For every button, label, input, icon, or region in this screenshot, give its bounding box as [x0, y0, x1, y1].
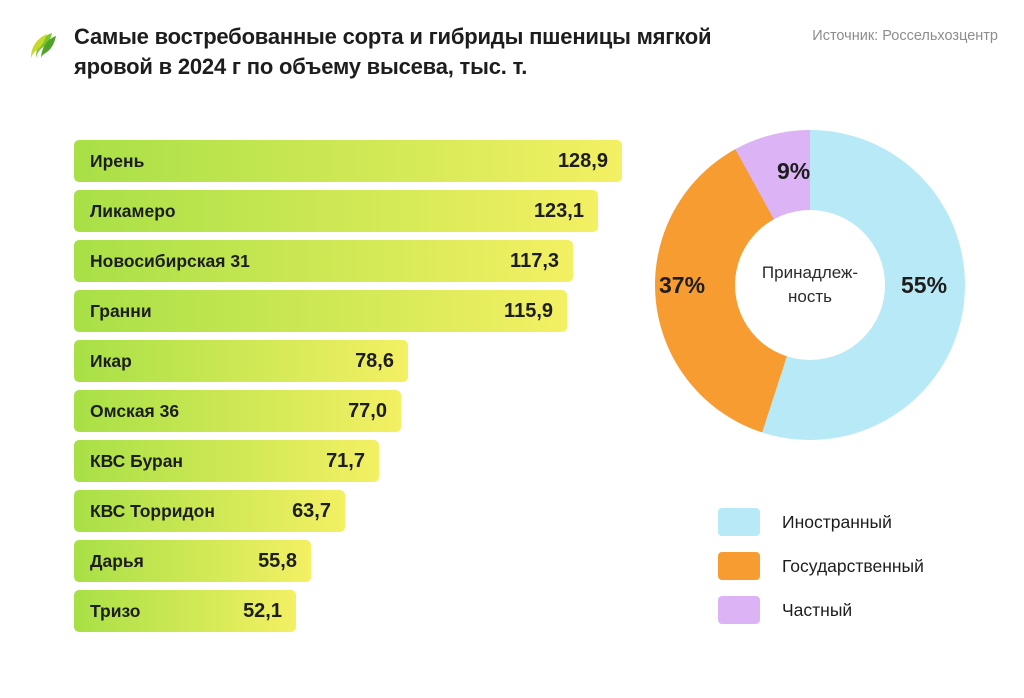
- legend-swatch-foreign: [718, 508, 760, 536]
- bar: [74, 540, 311, 582]
- legend-item: [718, 544, 924, 588]
- bar-row: [74, 440, 634, 482]
- legend: [718, 500, 924, 632]
- bar-row: [74, 290, 634, 332]
- donut-center-line2: ность: [788, 287, 832, 306]
- bar: [74, 340, 408, 382]
- bar-row: [74, 540, 634, 582]
- bar: [74, 390, 401, 432]
- bar-label: Ирень: [90, 150, 145, 171]
- donut-slice-value: 37%: [659, 272, 706, 298]
- bar-label: Омская 36: [90, 400, 180, 421]
- bar-row: [74, 340, 634, 382]
- bar: [74, 440, 379, 482]
- bar-label: Икар: [90, 350, 132, 371]
- bar-label: КВС Торридон: [90, 500, 215, 521]
- legend-item: [718, 500, 924, 544]
- bar: [74, 190, 598, 232]
- bar-value: 63,7: [292, 499, 331, 522]
- bar-label: Ликамеро: [90, 200, 176, 221]
- legend-label: Иностранный: [782, 511, 892, 532]
- bar-value: 77,0: [348, 399, 387, 422]
- legend-label: Государственный: [782, 555, 924, 576]
- legend-label: Частный: [782, 599, 853, 620]
- legend-swatch-private: [718, 596, 760, 624]
- bar-chart: [74, 140, 634, 640]
- bar: [74, 590, 296, 632]
- source-label: Источник: Россельхозцентр: [812, 28, 998, 44]
- donut-center: [735, 210, 885, 360]
- bar-value: 123,1: [533, 199, 584, 222]
- bar-value: 71,7: [326, 449, 365, 472]
- header: [26, 22, 998, 92]
- bar-value: 117,3: [510, 249, 559, 272]
- bar: [74, 490, 345, 532]
- legend-swatch-state: [718, 552, 760, 580]
- donut-center-line1: Принадлеж-: [761, 263, 859, 282]
- donut-chart: [655, 130, 965, 440]
- bar: [74, 140, 622, 182]
- donut-slice-value: 9%: [777, 158, 811, 184]
- bar-label: Дарья: [90, 550, 144, 571]
- bar-value: 52,1: [243, 599, 282, 622]
- bar-row: [74, 240, 634, 282]
- bar-row: [74, 590, 634, 632]
- page-title: Самые востребованные сорта и гибриды пшеницы мягкой яровой в 2024 г по объему высева, тыс. т.: [74, 24, 712, 79]
- legend-item: [718, 588, 924, 632]
- bar-value: 78,6: [355, 349, 394, 372]
- bar-row: [74, 190, 634, 232]
- bar-label: Новосибирская 31: [90, 250, 250, 271]
- bar-row: [74, 390, 634, 432]
- bar-row: [74, 140, 634, 182]
- bar-label: КВС Буран: [90, 450, 183, 471]
- donut-slice-value: 55%: [901, 272, 948, 298]
- bar-label: Тризо: [90, 600, 141, 621]
- bar: [74, 290, 567, 332]
- bar-value: 128,9: [557, 149, 608, 172]
- bar-row: [74, 490, 634, 532]
- bar-value: 115,9: [504, 299, 553, 322]
- leaf-logo-icon: [26, 28, 62, 64]
- bar-value: 55,8: [258, 549, 297, 572]
- bar: [74, 240, 573, 282]
- bar-label: Гранни: [90, 300, 152, 321]
